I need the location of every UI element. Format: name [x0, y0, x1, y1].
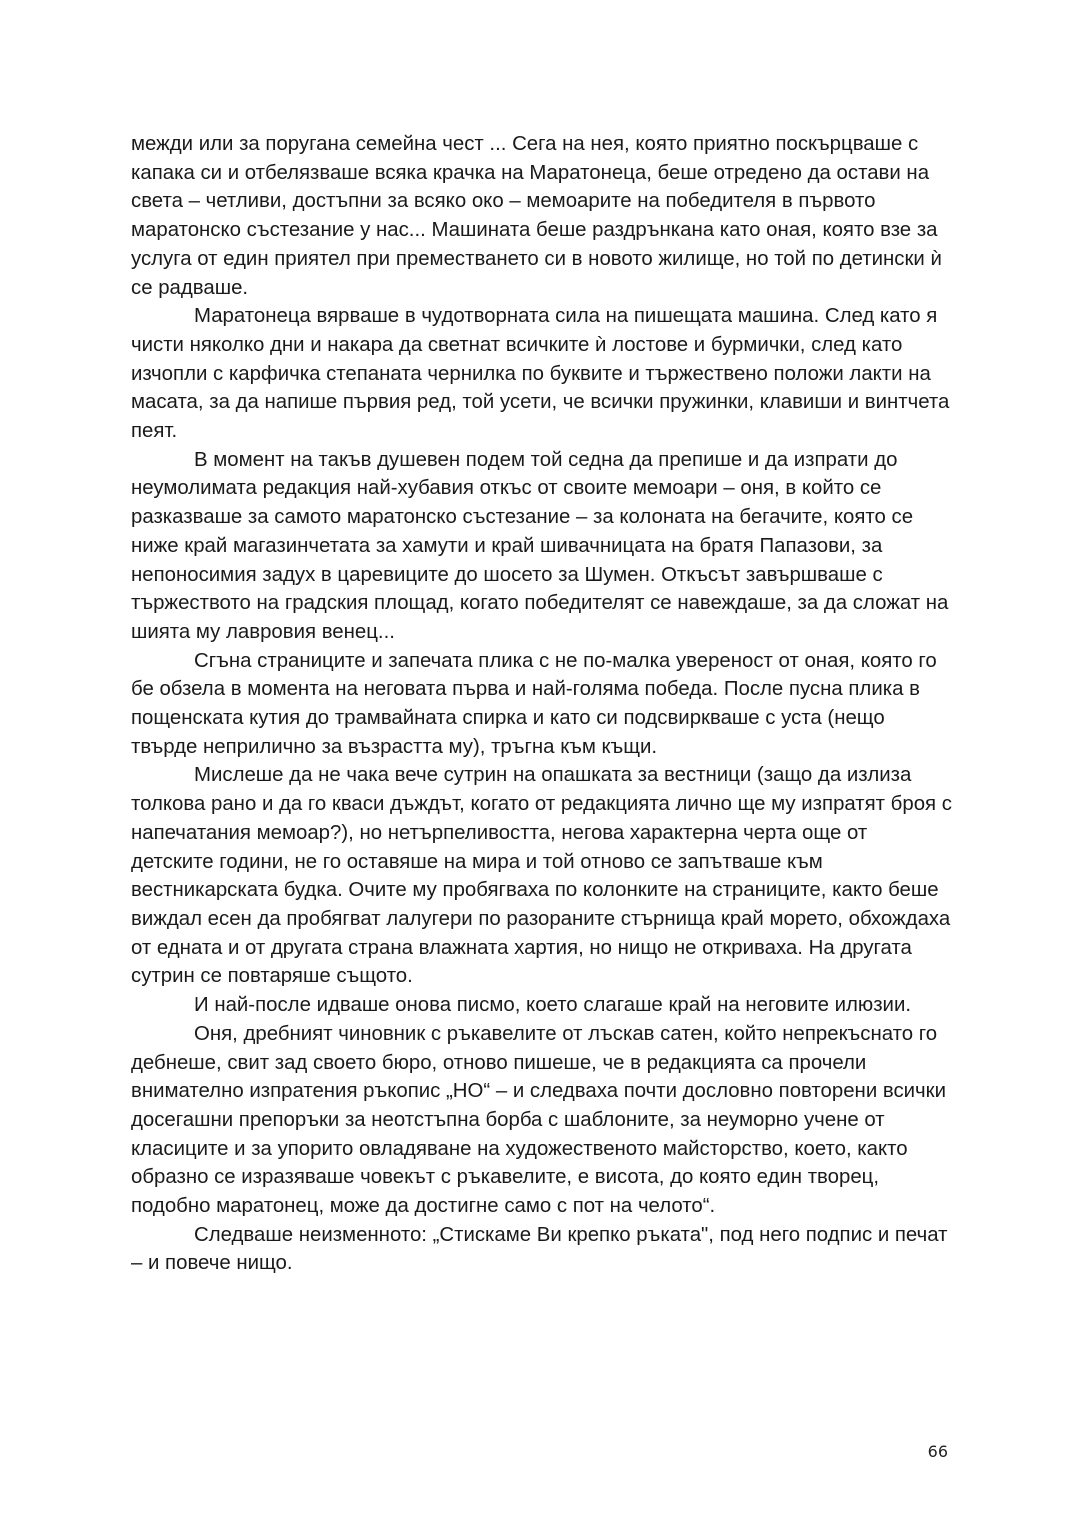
paragraph-2: Маратонеца вярваше в чудотворната сила на пишещата машина. След като я чисти няколко дни и накара да светнат всичките ѝ лостове и бурмички, след като изчопли с карфичка степаната чернилка по буквите и тържествено положи лакти на масата, за да напише първия ред, той усети, че всички пружинки, клавиши и винтчета пеят. [131, 305, 950, 443]
body-text [131, 130, 953, 1278]
paragraph-1: межди или за поругана семейна чест ... Сега на нея, която приятно поскърцваше с капака си и отбелязваше всяка крачка на Маратонеца, беше отредено да остави на света – четливи, достъпни за всяко око – мемоарите на победителя в първото маратонско състезание у нас... Машината беше раздрънкана като оная, която взе за услуга от един приятел при преместването си в новото жилище, но той по детински ѝ се радваше. [131, 133, 942, 299]
paragraph-7: Оня, дребният чиновник с ръкавелите от лъскав сатен, който непрекъснато го дебнеше, свит зад своето бюро, отново пишеше, че в редакцията са прочели внимателно изпратения ръкопис „НО“ – и следваха почти дословно повторени всички досегашни препоръки за неотстъпна борба с шаблоните, за неуморно учене от класиците и за упорито овладяване на художественото майсторство, което, както образно се изразяваше човекът с ръкавелите, е висота, до която един творец, подобно маратонец, може да достигне само с пот на челото“. [131, 1022, 946, 1218]
paragraph-3: В момент на такъв душевен подем той седна да препише и да изпрати до неумолимата редакция най-хубавия откъс от своите мемоари – оня, в който се разказваше за самото маратонско състезание – за колоната на бегачите, която се ниже край магазинчетата за хамути и край шивачницата на братя Папазови, за непоносимия задух в царевиците до шосето за Шумен. Откъсът завършваше с тържеството на градския площад, когато победителят се навеждаше, за да сложат на шията му лавровия венец... [131, 448, 949, 643]
paragraph-4: Сгъна страниците и запечата плика с не по-малка увереност от оная, която го бе обзела в момента на неговата първа и най-голяма победа. После пусна плика в пощенската кутия до трамвайната спирка и като си подсвиркваше с уста (нещо твърде неприлично за възрастта му), тръгна към къщи. [131, 649, 937, 758]
page-number: 66 [927, 1442, 948, 1461]
paragraph-8: Следваше неизменното: „Стискаме Ви крепко ръката", под него подпис и печат – и повече нищо. [131, 1223, 948, 1275]
paragraph-6: И най-после идваше онова писмо, което слагаше край на неговите илюзии. [194, 994, 912, 1017]
paragraph-5: Мислеше да не чака вече сутрин на опашката за вестници (защо да излиза толкова рано и да го кваси дъждът, когато от редакцията лично ще му изпратят броя с напечатания мемоар?), но нетърпеливостта, негова характерна черта още от детските години, не го оставяше на мира и той отново се запътваше към вестникарската будка. Очите му пробягваха по колонките на страниците, както беше виждал есен да пробягват лалугери по разораните стърнища край морето, обхождаха от едната и от другата страна влажната хартия, но нищо не откриваха. На другата сутрин се повтаряше същото. [131, 764, 952, 988]
